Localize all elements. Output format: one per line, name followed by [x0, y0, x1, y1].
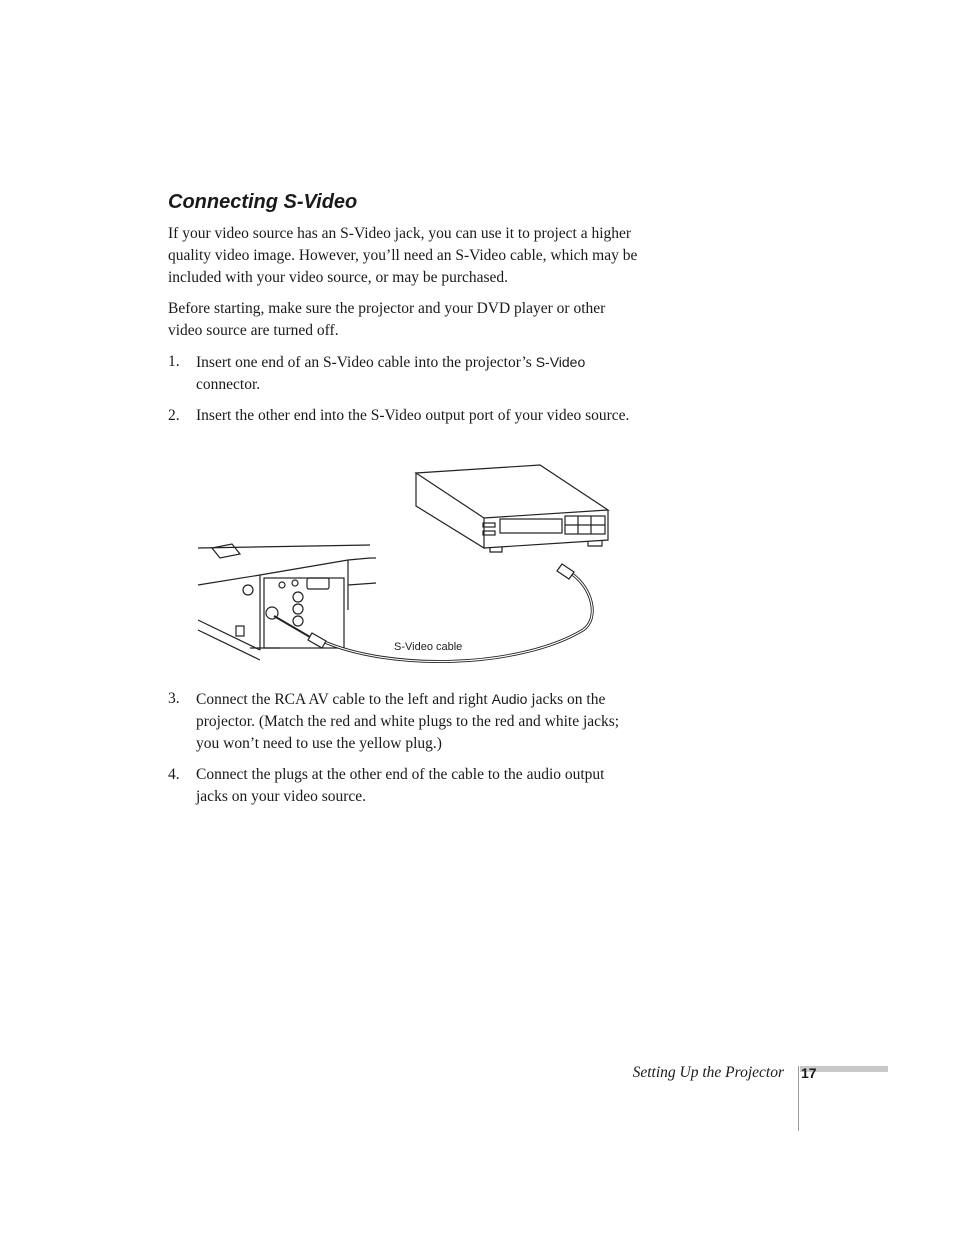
connection-illustration — [190, 460, 630, 675]
cable-label: S-Video cable — [394, 641, 463, 653]
list-item — [168, 351, 638, 396]
step-text: Insert the other end into the S-Video output port of your video source. — [196, 407, 630, 424]
step-term: Audio — [491, 691, 528, 707]
list-item — [168, 764, 638, 808]
step-number: 1. — [168, 353, 180, 370]
step-text: Insert one end of an S-Video cable into the projector’s — [196, 354, 536, 371]
footer-rule — [798, 1066, 799, 1131]
step-number: 2. — [168, 407, 180, 424]
running-footer-title: Setting Up the Projector — [632, 1064, 784, 1081]
section-title: Connecting S-Video — [168, 191, 358, 213]
page-number: 17 — [801, 1065, 817, 1081]
before-starting-paragraph: Before starting, make sure the projector and your DVD player or other video source are turned off. — [168, 300, 606, 339]
steps-list-a — [168, 351, 638, 427]
step-text-end: connector. — [196, 376, 261, 393]
steps-list-b — [168, 688, 638, 808]
list-item — [168, 405, 638, 427]
step-text: Connect the plugs at the other end of the cable to the audio output jacks on your video source. — [196, 766, 605, 805]
step-text: Connect the RCA AV cable to the left and right — [196, 691, 492, 708]
projector — [198, 544, 376, 660]
step-number: 4. — [168, 766, 180, 783]
step-text-end: jacks on the projector. (Match the red and white plugs to the red and white jacks; you won’t need to use the yellow plug.) — [196, 691, 620, 752]
dvd-player — [416, 465, 608, 552]
connection-diagram — [190, 460, 630, 675]
intro-paragraph: If your video source has an S-Video jack, you can use it to project a higher quality video image. However, you’ll need an S-Video cable, which may be included with your video source, or may be purchased. — [168, 225, 638, 286]
step-term: S-Video — [535, 354, 586, 370]
step-number: 3. — [168, 690, 180, 707]
list-item — [168, 688, 638, 755]
